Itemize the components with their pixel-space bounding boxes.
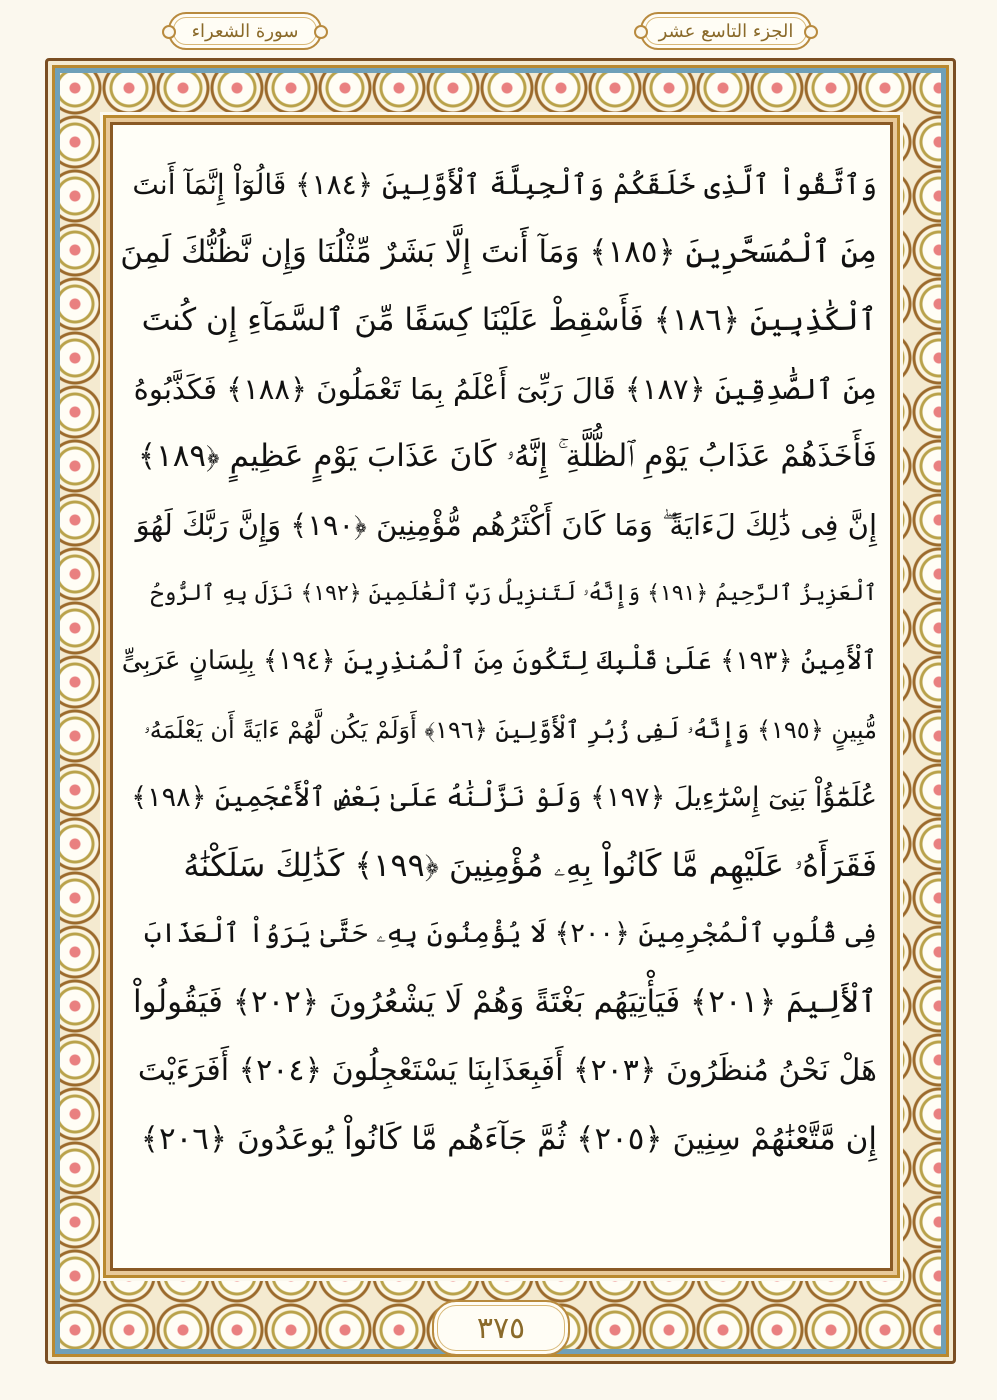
text-line: إِنَّ فِى ذَٰلِكَ لَءَايَةً ۖ وَمَا كَانَ أَكْثَرُهُم مُّؤْمِنِينَ ﴿١٩٠﴾ وَإِنَّ رَبَّكَ لَهُوَ	[135, 507, 877, 542]
surah-name-plaque	[168, 12, 322, 50]
text-line: مُّبِينٍ ﴿١٩٥﴾ وَإِنَّهُۥ لَفِى زُبُرِ ٱلْأَوَّلِينَ ﴿١٩٦﴾ أَوَلَمْ يَكُن لَّهُمْ ءَايَةً أَن يَعْلَمَهُۥ	[143, 715, 877, 744]
quran-text-area	[120, 150, 877, 1265]
text-line: فِى قُلُوبِ ٱلْمُجْرِمِينَ ﴿٢٠٠﴾ لَا يُؤْمِنُونَ بِهِۦ حَتَّىٰ يَرَوُاْ ٱلْعَذَابَ	[144, 918, 877, 950]
text-line: هَلْ نَحْنُ مُنظَرُونَ ﴿٢٠٣﴾ أَفَبِعَذَابِنَا يَسْتَعْجِلُونَ ﴿٢٠٤﴾ أَفَرَءَيْتَ	[137, 1053, 877, 1089]
text-line: فَقَرَأَهُۥ عَلَيْهِم مَّا كَانُواْ بِهِۦ مُؤْمِنِينَ ﴿١٩٩﴾ كَذَٰلِكَ سَلَكْنَٰهُ	[183, 846, 877, 885]
text-line: مِنَ ٱلْمُسَحَّرِينَ ﴿١٨٥﴾ وَمَآ أَنتَ إِلَّا بَشَرٌ مِّثْلُنَا وَإِن نَّظُنُّكَ لَمِنَ	[120, 234, 877, 271]
surah-name: سورة الشعراء	[191, 20, 299, 42]
text-line: ٱلْأَلِيمَ ﴿٢٠١﴾ فَيَأْتِيَهُم بَغْتَةً وَهُمْ لَا يَشْعُرُونَ ﴿٢٠٢﴾ فَيَقُولُواْ	[133, 984, 877, 1021]
text-line: وَٱتَّقُواْ ٱلَّذِى خَلَقَكُمْ وَٱلْجِبِلَّةَ ٱلْأَوَّلِينَ ﴿١٨٤﴾ قَالُوٓاْ إِنَّمَآ أَنتَ	[132, 167, 877, 201]
text-line: فَأَخَذَهُمْ عَذَابُ يَوْمِ ٱلظُّلَّةِ ۚ إِنَّهُۥ كَانَ عَذَابَ يَوْمٍ عَظِيمٍ ﴿١٨٩﴾	[137, 438, 877, 475]
juz-name-plaque	[640, 12, 812, 50]
juz-name: الجزء التاسع عشر	[658, 20, 794, 42]
text-line: عُلَمَٰٓؤُاْ بَنِىٓ إِسْرَٰٓءِيلَ ﴿١٩٧﴾ وَلَوْ نَزَّلْنَٰهُ عَلَىٰ بَعْضِ ٱلْأَعْجَمِينَ ﴿١٩٨﴾	[131, 782, 877, 814]
page-number: ٣٧٥	[476, 1310, 526, 1346]
text-line: ٱلْأَمِينُ ﴿١٩٣﴾ عَلَىٰ قَلْبِكَ لِتَكُونَ مِنَ ٱلْمُنذِرِينَ ﴿١٩٤﴾ بِلِسَانٍ عَرَبِىٍّ	[121, 646, 877, 677]
text-line: ٱلْكَٰذِبِينَ ﴿١٨٦﴾ فَأَسْقِطْ عَلَيْنَا كِسَفًا مِّنَ ٱلسَّمَآءِ إِن كُنتَ	[141, 302, 877, 339]
text-line: ٱلْعَزِيزُ ٱلرَّحِيمُ ﴿١٩١﴾ وَإِنَّهُۥ لَتَنزِيلُ رَبِّ ٱلْعَٰلَمِينَ ﴿١٩٢﴾ نَزَلَ بِهِ ٱلرُّوحُ	[150, 580, 877, 606]
text-line: إِن مَّتَّعْنَٰهُمْ سِنِينَ ﴿٢٠٥﴾ ثُمَّ جَآءَهُم مَّا كَانُواْ يُوعَدُونَ ﴿٢٠٦﴾	[140, 1120, 877, 1157]
page-header	[0, 10, 997, 50]
text-line: مِنَ ٱلصَّٰدِقِينَ ﴿١٨٧﴾ قَالَ رَبِّىٓ أَعْلَمُ بِمَا تَعْمَلُونَ ﴿١٨٨﴾ فَكَذَّبُوهُ	[133, 371, 877, 406]
page-number-plaque	[432, 1300, 570, 1356]
